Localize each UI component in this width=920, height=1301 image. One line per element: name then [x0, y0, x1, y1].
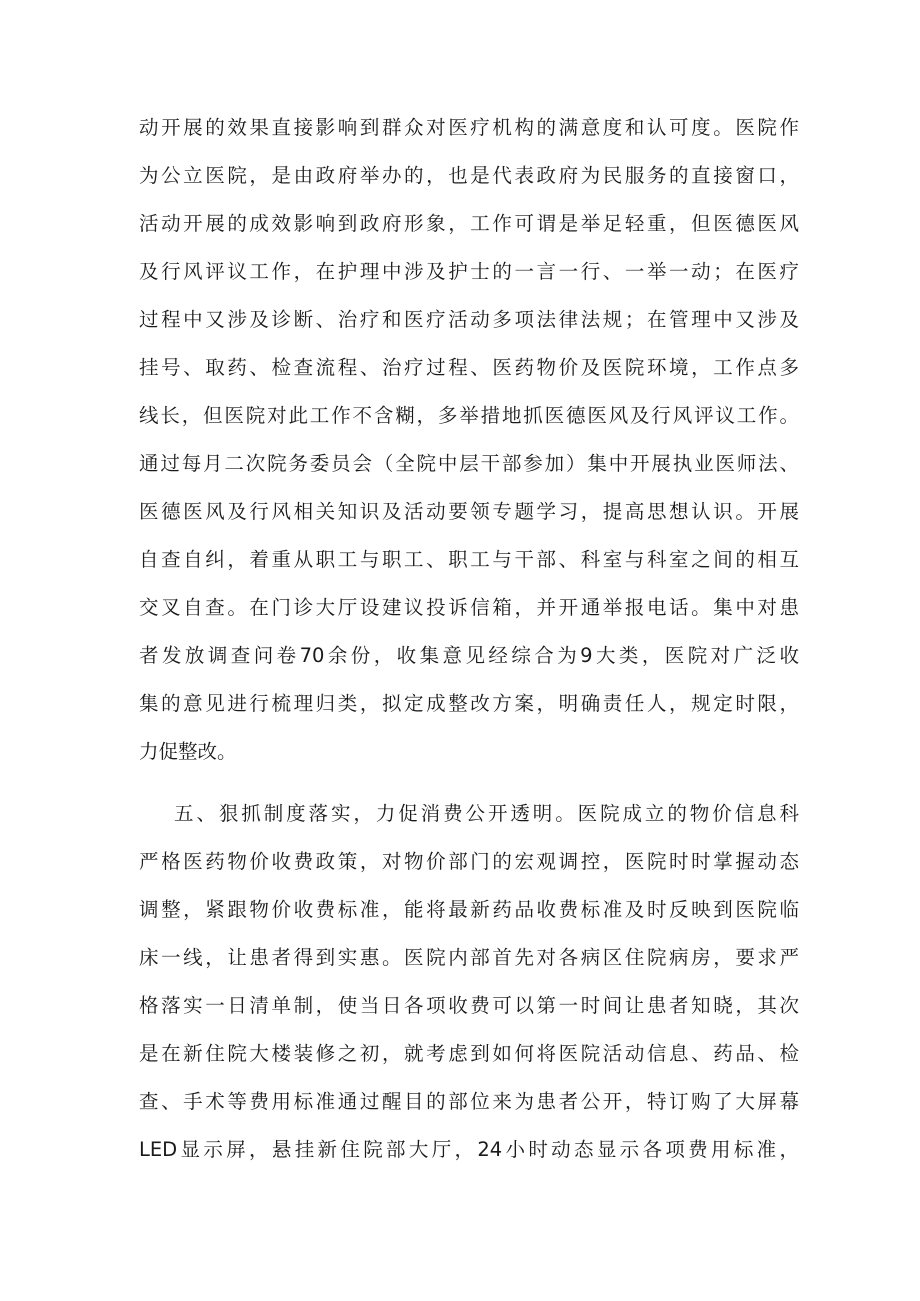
paragraph-1-line-5: 过程中又涉及诊断、治疗和医疗活动多项法律法规；在管理中又涉及 [139, 308, 799, 331]
paragraph-1-line-13: 集的意见进行梳理归类，拟定成整改方案，明确责任人，规定时限， [139, 692, 799, 715]
paragraph-1-line-14: 力促整改。 [139, 740, 237, 763]
paragraph-1-line-6: 挂号、取药、检查流程、治疗过程、医药物价及医院环境，工作点多 [139, 356, 799, 379]
paragraph-2-line-7: 查、手术等费用标准通过醒目的部位来为患者公开，特订购了大屏幕 [139, 1090, 799, 1113]
paragraph-1-line-7: 线长，但医院对此工作不含糊，多举措地抓医德医风及行风评议工作。 [139, 404, 799, 427]
paragraph-2-line-2: 严格医药物价收费政策，对物价部门的宏观调控，医院时时掌握动态 [139, 850, 799, 873]
paragraph-2-line-6: 是在新住院大楼装修之初，就考虑到如何将医院活动信息、药品、检 [139, 1042, 799, 1065]
paragraph-1-line-3: 活动开展的成效影响到政府形象，工作可谓是举足轻重，但医德医风 [139, 212, 799, 235]
paragraph-1-line-10: 自查自纠，着重从职工与职工、职工与干部、科室与科室之间的相互 [139, 548, 799, 571]
paragraph-2-line-5: 格落实一日清单制，使当日各项收费可以第一时间让患者知晓，其次 [139, 994, 799, 1017]
paragraph-2-line-1: 五、狠抓制度落实，力促消费公开透明。医院成立的物价信息科 [174, 802, 799, 825]
paragraph-2-line-3: 调整，紧跟物价收费标准，能将最新药品收费标准及时反映到医院临 [139, 898, 799, 921]
paragraph-1-line-12: 者发放调查问卷70余份，收集意见经综合为9大类，医院对广泛收 [139, 644, 799, 667]
paragraph-1-line-8: 通过每月二次院务委员会（全院中层干部参加）集中开展执业医师法、 [139, 452, 799, 475]
paragraph-1-line-11: 交叉自查。在门诊大厅设建议投诉信箱，并开通举报电话。集中对患 [139, 596, 799, 619]
paragraph-1-line-9: 医德医风及行风相关知识及活动要领专题学习，提高思想认识。开展 [139, 500, 799, 523]
paragraph-1-line-4: 及行风评议工作，在护理中涉及护士的一言一行、一举一动；在医疗 [139, 260, 799, 283]
paragraph-2-line-8: LED显示屏，悬挂新住院部大厅，24小时动态显示各项费用标准， [139, 1138, 799, 1161]
paragraph-1-line-1: 动开展的效果直接影响到群众对医疗机构的满意度和认可度。医院作 [139, 116, 799, 139]
paragraph-1-line-2: 为公立医院，是由政府举办的，也是代表政府为民服务的直接窗口， [139, 164, 799, 187]
paragraph-2-line-4: 床一线，让患者得到实惠。医院内部首先对各病区住院病房，要求严 [139, 946, 799, 969]
